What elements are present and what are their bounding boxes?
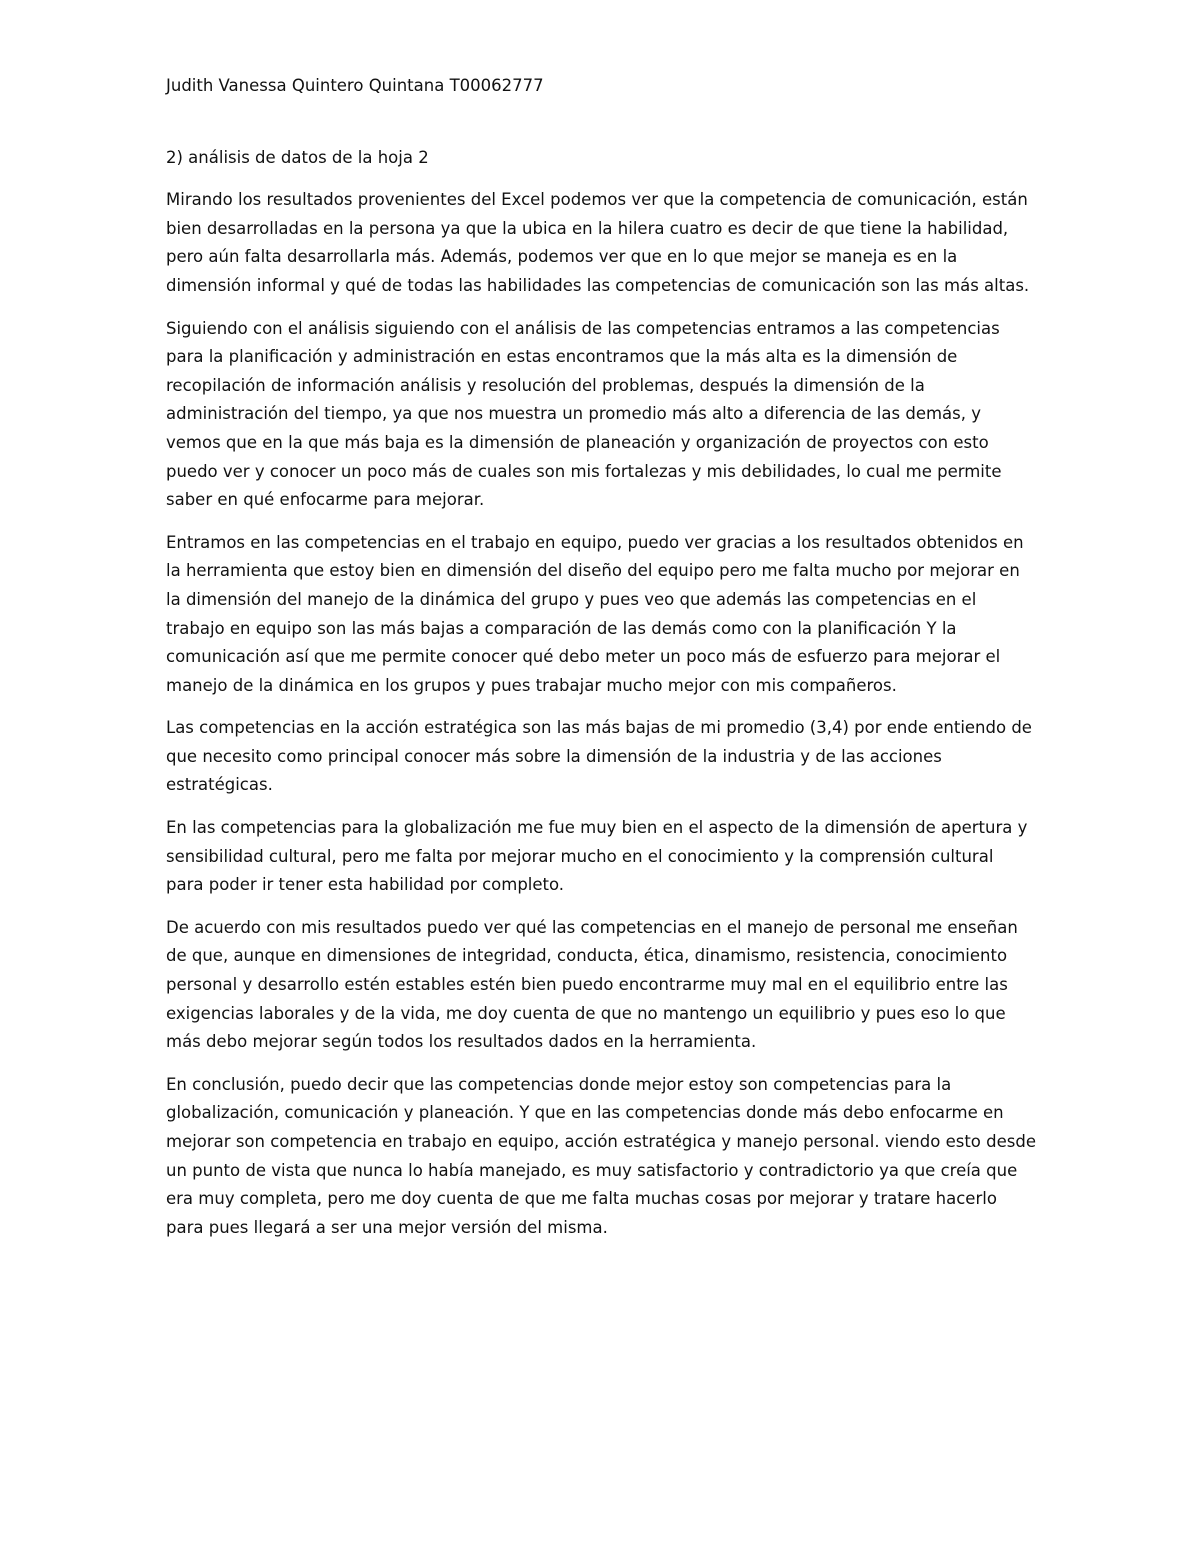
paragraph-globalization: En las competencias para la globalización me fue muy bien en el aspecto de la dimensión de apertura y sensibilidad cultural, pero me falta por mejorar mucho en el conocimiento y la comprensión cultural para poder ir tener esta habilidad por completo. bbox=[166, 818, 1028, 895]
paragraph-communication: Mirando los resultados provenientes del Excel podemos ver que la competencia de comunicación, están bien desarrolladas en la persona ya que la ubica en la hilera cuatro es decir de que tiene la habilidad, pero aún falta desarrollarla más. Además, podemos ver que en lo que mejor se maneja es en la dimensión informal y qué de todas las habilidades las competencias de comunicación son las más altas. bbox=[166, 190, 1030, 295]
section-heading: 2) análisis de datos de la hoja 2 bbox=[166, 147, 429, 167]
author-line: Judith Vanessa Quintero Quintana T00062777 bbox=[166, 76, 544, 95]
paragraph-conclusion: En conclusión, puedo decir que las competencias donde mejor estoy son competencias para la globalización, comunicación y planeación. Y que en las competencias donde más debo enfocarme en mejorar son competencia en trabajo en equipo, acción estratégica y manejo personal. viendo esto desde un punto de vista que nunca lo había manejado, es muy satisfactorio y contradictorio ya que creía que era muy completa, pero me doy cuenta de que me falta muchas cosas por mejorar y tratare hacerlo para pues llegará a ser una mejor versión del misma. bbox=[166, 1074, 1036, 1237]
paragraph-personal-management: De acuerdo con mis resultados puedo ver qué las competencias en el manejo de personal me enseñan de que, aunque en dimensiones de integridad, conducta, ética, dinamismo, resistencia, conocimiento personal y desarrollo estén estables estén bien puedo encontrarme muy mal en el equilibrio entre las exigencias laborales y de la vida, me doy cuenta de que no mantengo un equilibrio y pues eso lo que más debo mejorar según todos los resultados dados en la herramienta. bbox=[166, 917, 1018, 1052]
paragraph-teamwork: Entramos en las competencias en el trabajo en equipo, puedo ver gracias a los resultados obtenidos en la herramienta que estoy bien en dimensión del diseño del equipo pero me falta mucho por mejorar en la dimensión del manejo de la dinámica del grupo y pues veo que además las competencias en el trabajo en equipo son las más bajas a comparación de las demás como con la planificación Y la comunicación así que me permite conocer qué debo meter un poco más de esfuerzo para mejorar el manejo de la dinámica en los grupos y pues trabajar mucho mejor con mis compañeros. bbox=[166, 532, 1024, 695]
document-body bbox=[166, 72, 1036, 1256]
paragraph-strategic-action: Las competencias en la acción estratégica son las más bajas de mi promedio (3,4) por ende entiendo de que necesito como principal conocer más sobre la dimensión de la industria y de las acciones estratégicas. bbox=[166, 718, 1032, 795]
paragraph-planning: Siguiendo con el análisis siguiendo con el análisis de las competencias entramos a las competencias para la planificación y administración en estas encontramos que la más alta es la dimensión de recopilación de información análisis y resolución del problemas, después la dimensión de la administración del tiempo, ya que nos muestra un promedio más alto a diferencia de las demás, y vemos que en la que más baja es la dimensión de planeación y organización de proyectos con esto puedo ver y conocer un poco más de cuales son mis fortalezas y mis debilidades, lo cual me permite saber en qué enfocarme para mejorar. bbox=[166, 318, 1002, 510]
